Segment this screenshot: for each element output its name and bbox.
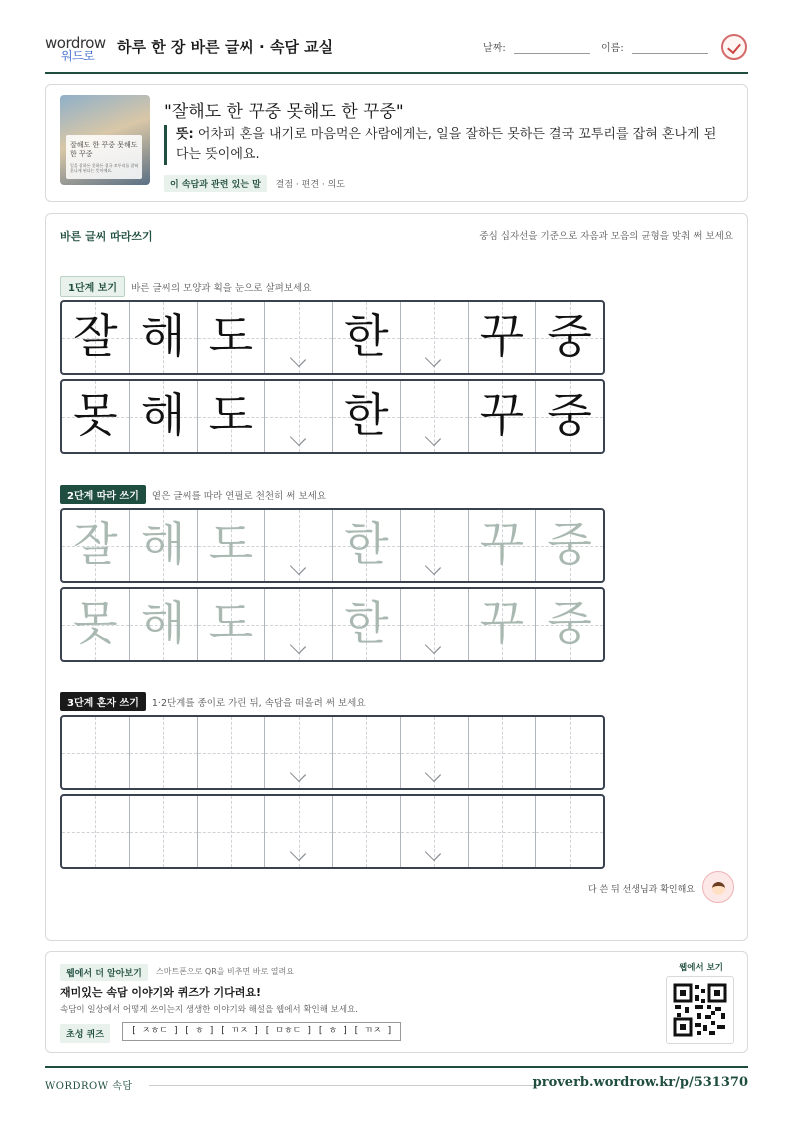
grid-cell[interactable]: [469, 717, 537, 788]
chosung-quiz: [ ㅈㅎㄷ ] [ ㅎ ] [ ㄲㅈ ] [ ㅁㅎㄷ ] [ ㅎ ] [ ㄲㅈ ]: [122, 1022, 401, 1041]
teacher-note: 다 쓴 뒤 선생님과 확인해요: [587, 885, 695, 895]
free-row-1[interactable]: [60, 715, 605, 790]
grid-cell[interactable]: [198, 510, 266, 581]
grid-cell[interactable]: [62, 589, 130, 660]
model-character: 중: [547, 309, 592, 363]
trace-character: 도: [208, 596, 254, 650]
model-character: 해: [140, 388, 186, 442]
grid-cell: [198, 302, 266, 373]
free-row-2[interactable]: [60, 794, 605, 869]
practice-card: [45, 213, 748, 941]
model-character: 중: [547, 388, 592, 442]
grid-cell[interactable]: [536, 510, 603, 581]
space-mark-icon: [428, 641, 440, 653]
grid-cell[interactable]: [536, 717, 603, 788]
grid-cell[interactable]: [469, 796, 537, 867]
section-title: 바른 글씨 따라쓰기: [60, 230, 153, 243]
step-3-badge: 3단계 혼자 쓰기: [60, 692, 146, 711]
grid-cell: [265, 381, 333, 452]
grid-cell[interactable]: [333, 510, 401, 581]
meaning-text: 어차피 혼을 내기로 마음먹은 사람에게는, 일을 잘하든 못하든 결국 꼬투리를 잡혀 혼나게 된다는 뜻이에요.: [176, 127, 717, 162]
grid-cell: [536, 381, 603, 452]
grid-cell: [469, 381, 537, 452]
grid-cell[interactable]: [469, 510, 537, 581]
space-mark-icon: [428, 848, 440, 860]
trace-character: 해: [140, 517, 186, 571]
space-mark-icon: [293, 354, 305, 366]
view-row-2: [60, 379, 605, 454]
wordrow-logo: wordrow 워드로: [45, 34, 106, 63]
page-footer: [45, 1066, 748, 1092]
space-mark-icon: [293, 641, 305, 653]
trace-character: 한: [344, 596, 389, 650]
model-character: 꾸: [479, 388, 525, 442]
grid-cell[interactable]: [198, 589, 266, 660]
grid-cell[interactable]: [265, 717, 333, 788]
grid-cell[interactable]: [333, 796, 401, 867]
grid-cell[interactable]: [536, 796, 603, 867]
proverb-illustration: [60, 95, 150, 185]
grid-cell[interactable]: [62, 796, 130, 867]
grid-cell[interactable]: [265, 589, 333, 660]
model-character: 못: [73, 388, 118, 442]
grid-cell: [333, 381, 401, 452]
model-character: 도: [208, 309, 254, 363]
model-character: 잘: [73, 309, 118, 363]
name-label: 이름:: [601, 43, 624, 54]
grid-cell[interactable]: [130, 796, 198, 867]
grid-cell: [469, 302, 537, 373]
thumb-title: 잘해도 한 꾸중 못해도 한 꾸중: [70, 141, 138, 158]
qr-hint: 스마트폰으로 QR을 비추면 바로 열려요: [156, 967, 294, 976]
grid-cell[interactable]: [130, 589, 198, 660]
proverb-card: [45, 84, 748, 202]
date-line: [514, 42, 590, 54]
trace-row-1[interactable]: [60, 508, 605, 583]
model-character: 도: [208, 388, 254, 442]
trace-character: 중: [547, 596, 592, 650]
grid-cell[interactable]: [333, 717, 401, 788]
grid-cell[interactable]: [401, 510, 469, 581]
proverb-title: "잘해도 한 꾸중 못해도 한 꾸중": [164, 102, 404, 122]
grid-cell[interactable]: [198, 717, 266, 788]
related-list: 결점 · 편견 · 의도: [275, 180, 345, 190]
web-more-badge: 웹에서 더 알아보기: [60, 964, 148, 981]
grid-cell: [62, 381, 130, 452]
step-2-badge: 2단계 따라 쓰기: [60, 485, 146, 504]
grid-cell: [333, 302, 401, 373]
model-character: 해: [140, 309, 186, 363]
date-field[interactable]: [483, 39, 590, 54]
footer-url-link[interactable]: proverb.wordrow.kr/p/531370: [532, 1075, 748, 1090]
more-description: 속담이 일상에서 어떻게 쓰이는지 생생한 이야기와 해설을 웹에서 확인해 보세요.: [60, 1005, 358, 1015]
step-1-header: [60, 276, 311, 297]
related-words: [164, 175, 345, 192]
grid-cell: [265, 302, 333, 373]
space-mark-icon: [428, 354, 440, 366]
grid-cell[interactable]: [401, 796, 469, 867]
proverb-meaning: [164, 125, 724, 165]
grid-cell[interactable]: [265, 796, 333, 867]
grid-cell[interactable]: [536, 589, 603, 660]
thumb-caption: 일을 잘하든 못하든 결국 꼬투리를 잡혀 혼나게 된다는 뜻이에요.: [70, 163, 139, 173]
footer-brand: WORDROW 속담: [45, 1081, 133, 1092]
step-3-text: 1·2단계를 종이로 가린 뒤, 속담을 떠올려 써 보세요: [151, 698, 366, 709]
name-field[interactable]: [601, 39, 708, 54]
grid-cell[interactable]: [333, 589, 401, 660]
grid-cell: [130, 381, 198, 452]
grid-cell: [401, 302, 469, 373]
model-character: 한: [344, 309, 389, 363]
trace-character: 도: [208, 517, 254, 571]
trace-character: 중: [547, 517, 592, 571]
grid-cell[interactable]: [198, 796, 266, 867]
section-hint: 중심 십자선을 기준으로 자음과 모음의 균형을 맞춰 써 보세요: [479, 231, 733, 242]
space-mark-icon: [428, 433, 440, 445]
grid-cell: [401, 381, 469, 452]
view-row-1: [60, 300, 605, 375]
name-line: [632, 42, 708, 54]
grid-cell[interactable]: [401, 589, 469, 660]
quiz-label: 초성 퀴즈: [60, 1024, 110, 1043]
trace-row-2[interactable]: [60, 587, 605, 662]
space-mark-icon: [293, 433, 305, 445]
grid-cell: [198, 381, 266, 452]
grid-cell: [130, 302, 198, 373]
grid-cell: [536, 302, 603, 373]
step-2-header: [60, 485, 326, 504]
space-mark-icon: [293, 848, 305, 860]
step-1-badge: 1단계 보기: [60, 276, 125, 297]
more-heading: 재미있는 속담 이야기와 퀴즈가 기다려요!: [60, 986, 261, 999]
grid-cell[interactable]: [62, 717, 130, 788]
girl-icon: [702, 871, 734, 903]
model-character: 한: [344, 388, 389, 442]
trace-character: 못: [73, 596, 118, 650]
date-label: 날짜:: [483, 43, 506, 54]
check-stamp-icon: [721, 34, 747, 60]
grid-cell[interactable]: [469, 589, 537, 660]
trace-character: 해: [140, 596, 186, 650]
meaning-label: 뜻:: [176, 127, 194, 142]
step-2-text: 옅은 글씨를 따라 연필로 천천히 써 보세요: [151, 491, 327, 502]
space-mark-icon: [428, 769, 440, 781]
qr-code-graphic: [667, 977, 733, 1043]
web-view-label: 웹에서 보기: [679, 963, 724, 973]
grid-cell[interactable]: [265, 510, 333, 581]
page-title: 하루 한 장 바른 글씨 · 속담 교실: [117, 38, 334, 56]
grid-cell: [62, 302, 130, 373]
related-label: 이 속담과 관련 있는 말: [164, 175, 267, 192]
more-card: [45, 951, 748, 1053]
trace-character: 한: [344, 517, 389, 571]
space-mark-icon: [428, 562, 440, 574]
footer-divider: [149, 1085, 539, 1086]
qr-code-icon[interactable]: [666, 976, 734, 1044]
model-character: 꾸: [479, 309, 525, 363]
trace-character: 잘: [73, 517, 118, 571]
space-mark-icon: [293, 562, 305, 574]
step-3-header: [60, 692, 366, 711]
trace-character: 꾸: [479, 596, 525, 650]
worksheet-header: [45, 28, 748, 74]
step-1-text: 바른 글씨의 모양과 획을 눈으로 살펴보세요: [131, 283, 312, 294]
grid-cell[interactable]: [130, 717, 198, 788]
grid-cell[interactable]: [130, 510, 198, 581]
grid-cell[interactable]: [62, 510, 130, 581]
space-mark-icon: [293, 769, 305, 781]
trace-character: 꾸: [479, 517, 525, 571]
grid-cell[interactable]: [401, 717, 469, 788]
